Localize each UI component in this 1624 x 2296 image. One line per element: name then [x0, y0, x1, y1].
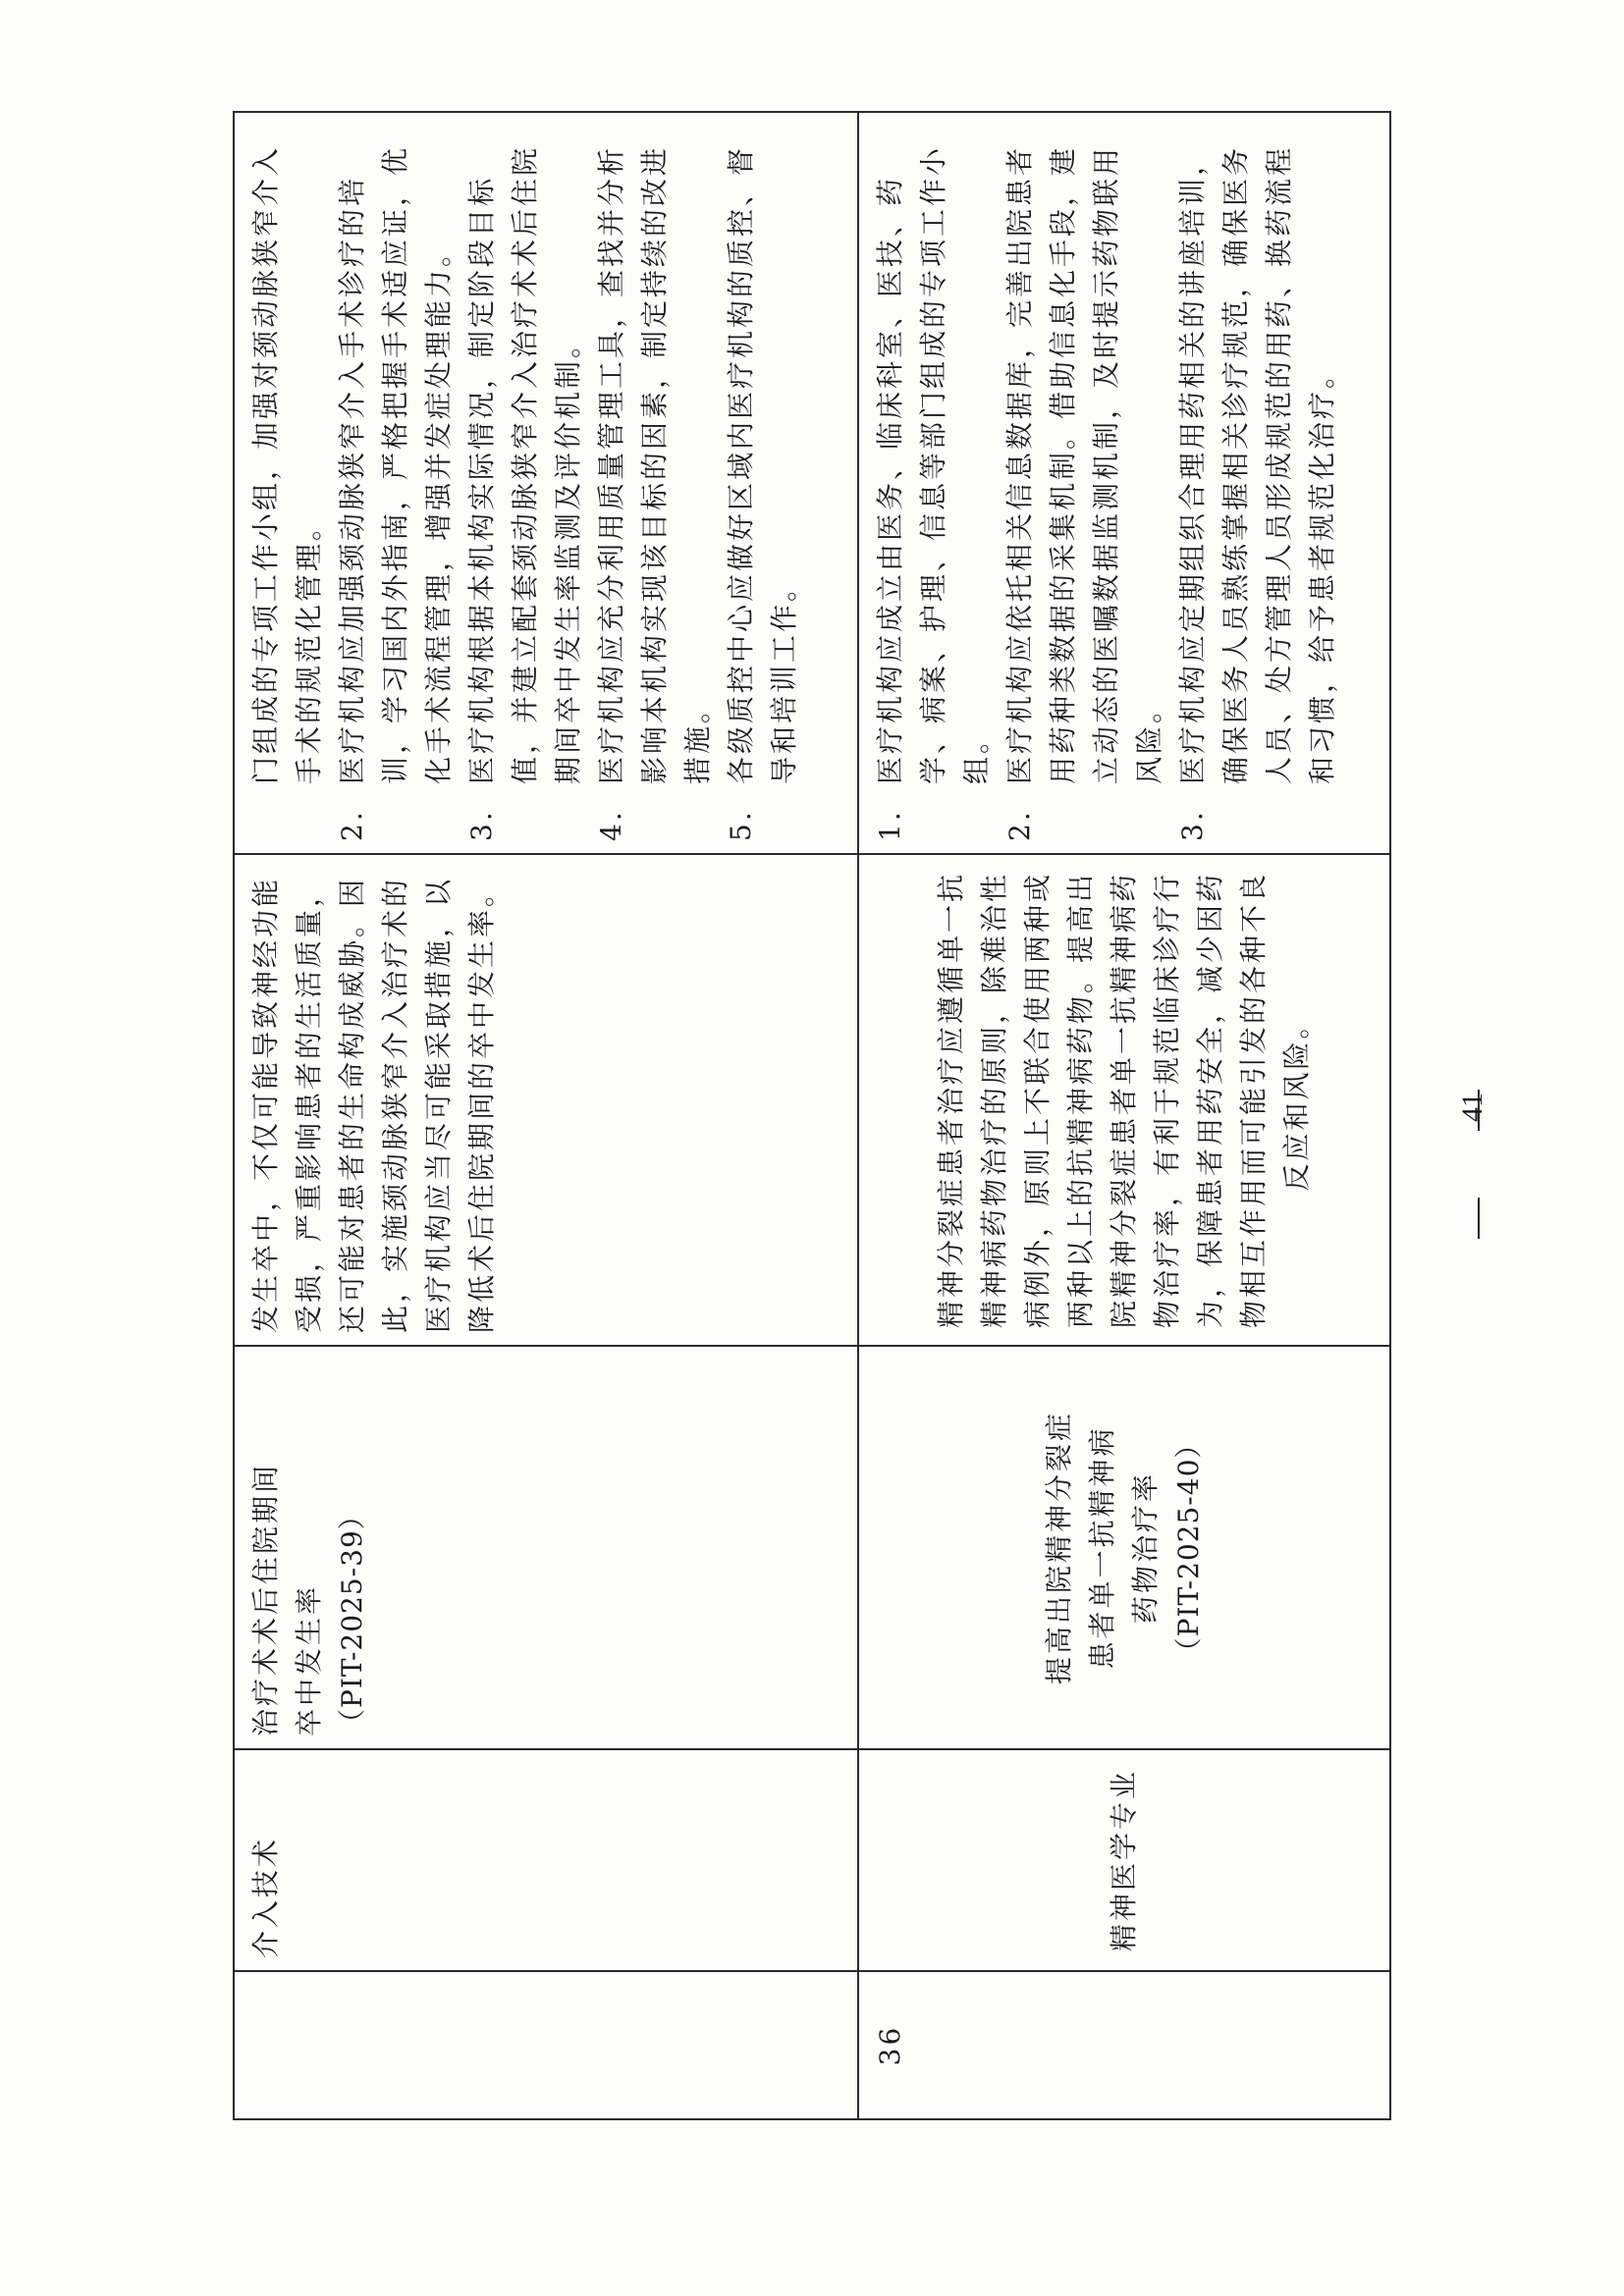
- goal-line: 患者单一抗精神病: [1086, 1425, 1119, 1670]
- goal-code: （PIT-2025-40）: [1172, 1429, 1206, 1666]
- strategy-text: 各级质控中心应做好区域内医疗机构的质控、督导和培训工作。: [725, 144, 800, 784]
- specialty: 精神医学专业: [1108, 1769, 1141, 1952]
- table-row: [858, 112, 1390, 2119]
- core-problem-cell: [858, 854, 1390, 1346]
- strategy-item: [244, 125, 331, 841]
- strategies-cell: [234, 112, 858, 854]
- row-number-cell: [858, 1971, 1390, 2119]
- goal-code: （PIT-2025-39）: [336, 1501, 368, 1736]
- strategy-item: [331, 125, 460, 841]
- strategy-item: [999, 125, 1171, 841]
- goal-line: 提高出院精神分裂症: [1043, 1411, 1076, 1685]
- goal-line: 卒中发生率: [293, 1583, 325, 1736]
- goal-cell: [234, 1346, 858, 1749]
- table-row: [234, 112, 858, 2119]
- quality-goal-table: [233, 111, 1391, 2120]
- core-problem-text: 精神分裂症患者治疗应遵循单一抗精神病药物治疗的原则，除难治性病例外，原则上不联合使用两种或两种以上的抗精神病药物。提高出院精神分裂症患者单一抗精神病药物治疗率，有利于规范临床诊疗行为，保障患者用药安全，减少因药物相互作用而可能引发的各种不良反应和风险。: [935, 872, 1314, 1329]
- specialty-cell: [858, 1749, 1390, 1971]
- strategy-item: [1171, 125, 1344, 841]
- strategy-number: 1.: [874, 809, 907, 841]
- strategies-cell: [858, 112, 1390, 854]
- strategy-number: 2.: [1003, 809, 1037, 841]
- strategy-number: 3.: [1176, 809, 1210, 841]
- page-number-dash: [1478, 1198, 1480, 1239]
- strategy-number: 3.: [465, 809, 498, 841]
- goal-cell: [858, 1346, 1390, 1749]
- strategy-text: 医疗机构应加强颈动脉狭窄介入手术诊疗的培训，学习国内外指南，严格把握手术适应证，优化手术流程管理，增强并发症处理能力。: [336, 144, 455, 784]
- goal-line: 药物治疗率: [1129, 1471, 1163, 1625]
- strategy-item: [590, 125, 720, 841]
- strategy-number: [244, 784, 331, 841]
- goal-line: 治疗术术后住院期间: [249, 1462, 282, 1736]
- strategy-item: [869, 125, 999, 841]
- strategy-number: 4.: [595, 809, 627, 841]
- strategy-text: 医疗机构应依托相关信息数据库，完善出院患者用药种类数据的采集机制。借助信息化手段，建立动态的医嘱数据监测机制，及时提示药物联用风险。: [1003, 144, 1166, 784]
- core-problem-text: 发生卒中，不仅可能导致神经功能受损，严重影响患者的生活质量，还可能对患者的生命构成威胁。因此，实施颈动脉狭窄介入治疗术的医疗机构应当尽可能采取措施，以降低术后住院期间的卒中发生率。: [249, 876, 498, 1333]
- strategy-number: 5.: [725, 809, 757, 841]
- specialty-cell: [234, 1749, 858, 1971]
- strategy-text: 门组成的专项工作小组，加强对颈动脉狭窄介入手术的规范化管理。: [249, 144, 325, 784]
- specialty: 介入技术: [249, 1836, 282, 1958]
- strategy-text: 医疗机构应定期组织合理用药相关的讲座培训，确保医务人员熟练掌握相关诊疗规范，确保医务人员、处方管理人员形成规范的用药、换药流程和习惯，给予患者规范化治疗。: [1176, 144, 1339, 784]
- row-number-cell: [234, 1971, 858, 2119]
- strategy-item: [720, 125, 806, 841]
- strategy-item: [460, 125, 590, 841]
- strategy-text: 医疗机构根据本机构实际情况，制定阶段目标值，并建立配套颈动脉狭窄介入治疗术术后住院期间卒中发生率监测及评价机制。: [465, 144, 584, 784]
- strategy-number: 2.: [336, 809, 368, 841]
- rotated-table-container: [233, 144, 1391, 2120]
- strategy-text: 医疗机构应充分利用质量管理工具，查找并分析影响本机构实现该目标的因素，制定持续的改进措施。: [595, 144, 714, 784]
- core-problem-cell: [234, 854, 858, 1346]
- strategy-text: 医疗机构应成立由医务、临床科室、医技、药学、病案、护理、信息等部门组成的专项工作小组。: [874, 144, 994, 784]
- row-number: 36: [874, 2024, 907, 2066]
- page-number: 41: [1456, 1093, 1489, 1122]
